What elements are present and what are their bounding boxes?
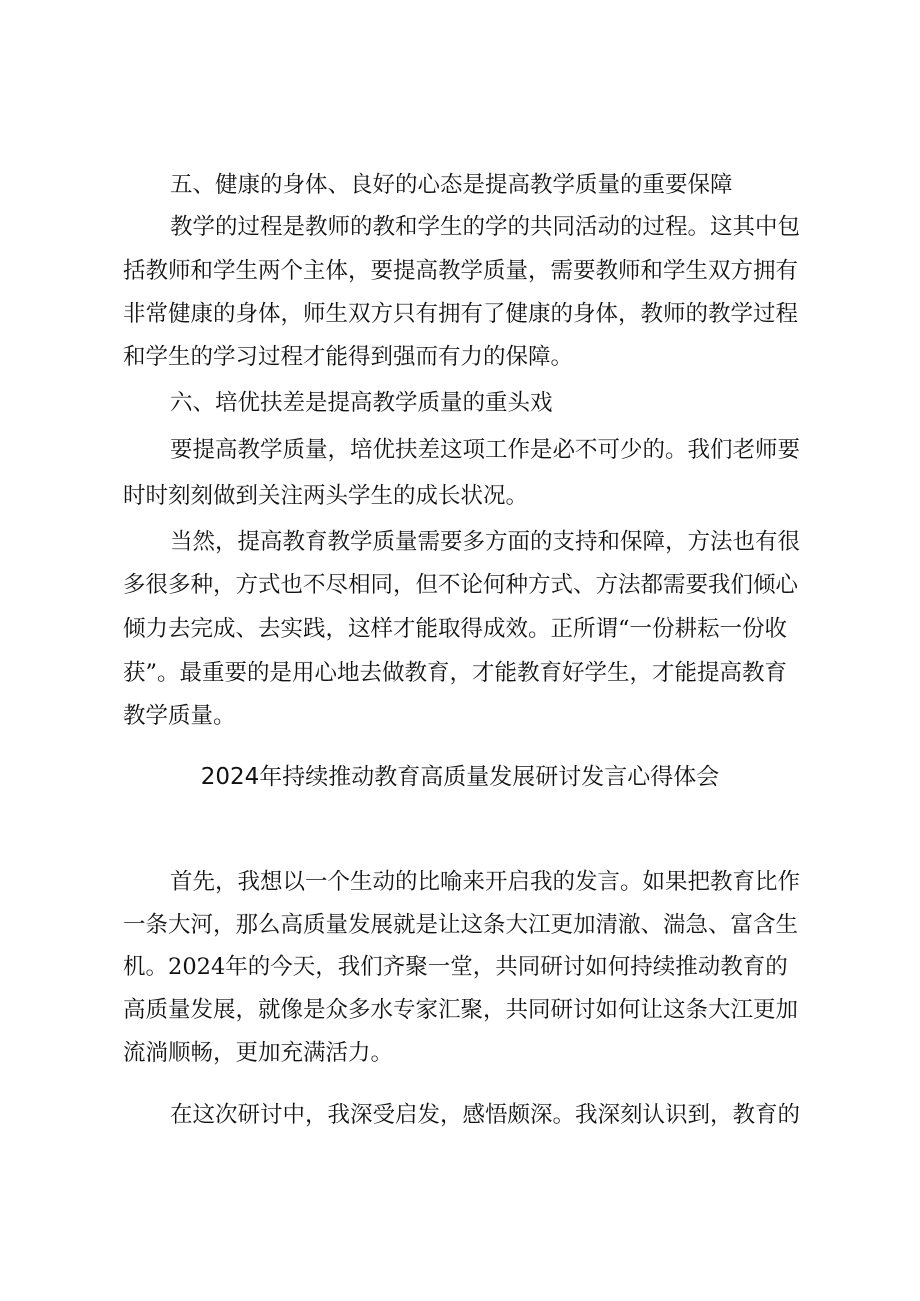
paragraph-line: 要提高教学质量，培优扶差这项工作是必不可少的。我们老师要 [170,437,801,463]
paragraph-line: 当然，提高教育教学质量需要多方面的支持和保障，方法也有很 [170,529,801,555]
paragraph-line: 括教师和学生两个主体，要提高教学质量，需要教师和学生双方拥有 [123,258,799,284]
paragraph-line: 获”。最重要的是用心地去做教育，才能教育好学生，才能提高教育 [123,660,788,686]
section-heading-5: 五、健康的身体、良好的心态是提高教学质量的重要保障 [170,172,733,198]
paragraph-line: 时时刻刻做到关注两头学生的成长状况。 [123,483,529,509]
paragraph-line: 多很多种，方式也不尽相同，但不论何种方式、方法都需要我们倾心 [123,572,799,598]
paragraph-line: 教学质量。 [123,703,236,729]
paragraph-line: 高质量发展，就像是众多水专家汇聚，共同研讨如何让这条大江更加 [123,997,799,1023]
paragraph-line: 一条大河，那么高质量发展就是让这条大江更加清澈、湍急、富含生 [123,912,799,938]
paragraph-line: 流淌顺畅，更加充满活力。 [123,1040,394,1066]
paragraph-line: 教学的过程是教师的教和学生的学的共同活动的过程。这其中包 [170,214,801,240]
paragraph-line: 非常健康的身体，师生双方只有拥有了健康的身体，教师的教学过程 [123,301,799,327]
paragraph-line: 首先，我想以一个生动的比喻来开启我的发言。如果把教育比作 [170,869,801,895]
paragraph-line: 和学生的学习过程才能得到强而有力的保障。 [123,344,574,370]
paragraph-line: 在这次研讨中，我深受启发，感悟颇深。我深刻认识到，教育的 [170,1102,801,1128]
paragraph-line: 机。2024年的今天，我们齐聚一堂，共同研讨如何持续推动教育的 [123,954,788,980]
article-title: 2024年持续推动教育高质量发展研讨发言心得体会 [200,764,720,790]
paragraph-line: 倾力去完成、去实践，这样才能取得成效。正所谓“一份耕耘一份收 [123,616,788,642]
section-heading-6: 六、培优扶差是提高教学质量的重头戏 [170,390,553,416]
